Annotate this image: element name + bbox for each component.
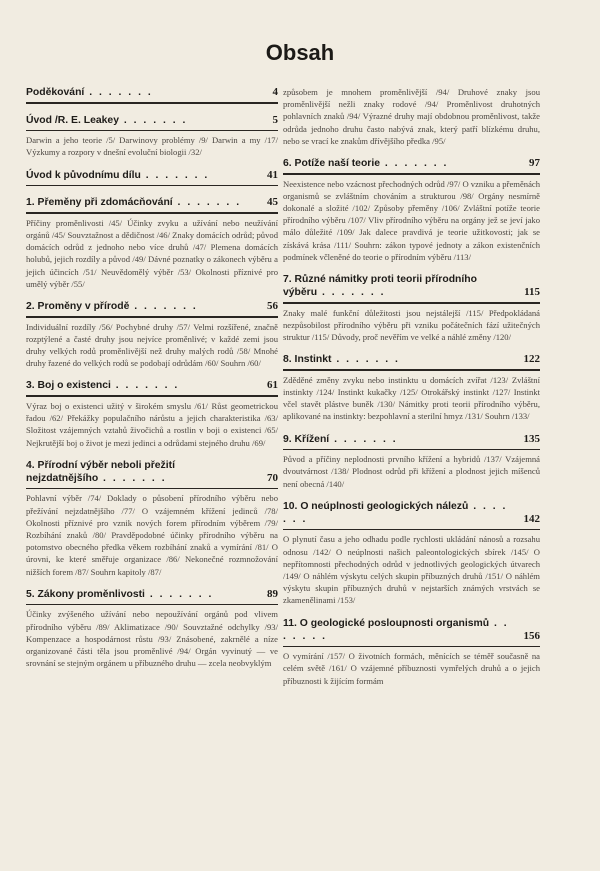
toc-entry-contents: Účinky zvýšeného užívání nebo nepoužívání orgánů pod vlivem přírodního výběru /89/ Aklimatizace /90/ Souvztažné odchylky /93/ Kompenzace a hospodárnost růstu /93/ Znásobené, zakrnělé a níze organizované části těla jsou proměnlivé /94/ Orgán vyvinutý — ve srovnání se stejným orgánem u příbuzného druhu — zcela neobvyklým <box>26 609 278 669</box>
toc-heading-text: 8. Instinkt <box>283 354 332 366</box>
leader-dots: . . . . . . . <box>118 114 188 126</box>
toc-entry-heading <box>26 114 278 127</box>
leader-dots: . . . . . . . <box>172 197 242 209</box>
toc-entry-contents: Původ a příčiny neplodnosti prvního křížení a hybridů /137/ Vzájemná dvoutvárnost /138/ Plodnost odrůd při křížení a plodnost jejich míšenců není obecná /140/ <box>283 454 540 489</box>
toc-entry <box>26 114 278 159</box>
toc-entry <box>26 86 278 104</box>
toc-entry <box>283 157 540 263</box>
toc-heading-text: 4. Přírodní výběr neboli přežití nejzdatnějšího <box>26 459 175 484</box>
toc-heading-text: 10. O neúplnosti geologických nálezů <box>283 500 469 512</box>
toc-page-number: 135 <box>523 432 540 445</box>
toc-entry-heading <box>26 196 278 209</box>
toc-entry-heading <box>283 157 540 170</box>
toc-entry-heading <box>26 379 278 392</box>
toc-heading-text: 7. Různé námitky proti teorii přírodního výběru <box>283 274 477 299</box>
leader-dots: . . . . . . . <box>283 617 509 642</box>
toc-entry-contents: Znaky malé funkční důležitosti jsou nejstálejší /115/ Předpokládaná nezpůsobilost přírodního výběru při vzniku počátečních fází užitečných struktur /115/ Důvody, proč nevěřím ve velké a náhlé změny /120/ <box>283 307 540 343</box>
toc-entry-heading <box>26 169 278 182</box>
leader-dots: . . . . . . . <box>98 472 167 484</box>
toc-page-number: 70 <box>267 471 278 484</box>
toc-entry-contents: O vymírání /157/ O životních formách, měnících se téměř současně na celém světě /161/ O vzájemné příbuznosti vymřelých druhů a o jejich příbuznosti k žijícím formám <box>283 651 540 686</box>
toc-entry-heading <box>283 617 540 643</box>
heading-rule <box>26 102 278 104</box>
toc-entry-contents: Neexistence nebo vzácnost přechodných odrůd /97/ O vzniku a přeměnách organismů se zvláštním chováním a strukturou /98/ Orgány nesmírně dokonalé a složité /102/ Způsoby přeměny /106/ Zvláštní potíže teorie přírodního výběru /107/ Vliv přírodního výběru na orgány jež se jeví jako málo důležité /109/ Jak dalece pravdivá je teorie užitkovosti; jak se získává krása /111/ Souhrn: zákon typové jednoty a zákon existenčních podmínek včleněné do teorie o přírodním výběru /113/ <box>283 178 541 262</box>
toc-entry-contents: Výraz boj o existenci užitý v širokém smyslu /61/ Růst geometrickou řadou /62/ Překážky populačního nárůstu a jejich charakteristika /63/ Složitost vzájemných vztahů živočichů a rostlin v boji o existenci /65/ Nejkrutější boj o život je mezi jedinci a odrůdami stejného druhu /69/ <box>26 401 278 448</box>
heading-rule <box>283 529 540 531</box>
toc-entry <box>26 300 278 369</box>
heading-rule <box>26 488 278 490</box>
leader-dots: . . . . . . . <box>84 87 153 98</box>
toc-left-column <box>26 86 278 679</box>
toc-entry-heading <box>26 459 278 485</box>
heading-rule <box>26 130 278 132</box>
leader-dots: . . . . . . . <box>317 287 386 299</box>
toc-page-number: 45 <box>267 196 278 209</box>
heading-rule <box>283 302 540 304</box>
heading-rule <box>283 369 540 371</box>
toc-entry <box>26 196 278 290</box>
heading-rule <box>26 185 278 187</box>
toc-entry <box>26 379 278 448</box>
toc-entry-contents: O plynutí času a jeho odhadu podle rychlosti ukládání nánosů a rozsahu odnosu /142/ O neúplnosti našich paleontologických sbírek /145/ O nepřítomnosti přechodných odrůd v jednotlivých geologických útvarech /149/ O náhlém výskytu celých skupin příbuzných druhů /151/ O náhlém výskytu skupin příbuzných druhů v nejstarších známých vrstvách se zkamenělinami /153/ <box>283 534 540 606</box>
toc-entry <box>283 500 540 607</box>
toc-entry <box>26 459 278 578</box>
leader-dots: . . . . . . . <box>380 158 449 170</box>
heading-rule <box>283 173 540 175</box>
toc-page-number: 56 <box>267 300 278 312</box>
toc-right-column <box>283 86 540 697</box>
toc-entry-heading <box>283 353 540 366</box>
toc-entry-contents: Darwin a jeho teorie /5/ Darwinovy problémy /9/ Darwin a my /17/ Výzkumy a rozpory v dnešní evoluční biologii /32/ <box>26 135 278 158</box>
toc-entry-heading <box>26 588 278 601</box>
toc-page-number: 41 <box>267 168 278 181</box>
toc-entry-contents: Zděděné změny zvyku nebo instinktu u domácích zvířat /123/ Zvláštní instinkty /124/ Instinkt kukačky /125/ Otrokářský instinkt /127/ Instinkt včel stavět plástve buněk /130/ Námitky proti teorii přírodního výběru, aplikované na instinkty: bezpohlavní a sterilní hmyz /131/ Souhrn /133/ <box>283 374 540 422</box>
toc-heading-text: 5. Zákony proměnlivosti <box>26 588 145 600</box>
toc-heading-text: 9. Křížení <box>283 433 330 445</box>
toc-entry-heading <box>283 273 540 299</box>
toc-heading-text: Úvod /R. E. Leakey <box>26 114 119 126</box>
toc-page-number: 97 <box>529 157 540 170</box>
toc-page-number: 89 <box>267 587 278 600</box>
toc-entry-contents: Individuální rozdíly /56/ Pochybné druhy /57/ Velmi rozšířené, značně rozptýlené a časté druhy jsou nejvíce proměnlivé; v každé zemi jsou druhy velkých rodů proměnlivější než druhy malých rodů /58/ Mnohé druhy řazené do velkých rodů se podobají odrůdám /60/ Souhrn /60/ <box>26 321 278 369</box>
leader-dots: . . . . . . . <box>283 500 508 525</box>
toc-entry <box>283 273 540 343</box>
leader-dots: . . . . . . . <box>129 301 198 312</box>
heading-rule <box>283 449 540 451</box>
toc-page-number: 142 <box>523 512 540 525</box>
toc-page-number: 5 <box>272 113 278 126</box>
leader-dots: . . . . . . . <box>331 354 400 366</box>
heading-rule <box>26 316 278 318</box>
heading-rule <box>283 646 540 648</box>
toc-entry <box>26 588 278 670</box>
toc-heading-text: Poděkování <box>26 87 85 98</box>
toc-page-number: 115 <box>524 286 540 299</box>
toc-entry-contents: způsobem je mnohem proměnlivější /94/ Druhové znaky jsou proměnlivější nežli znaky rodové /94/ Proměnlivost druhotných pohlavních znaků /94/ Výrazné druhy mají obdobnou proměnlivost, takže odrůda jednoho druhu často nabývá znak, který patří blízkému druhu, nebo se vrací ke znakům dřívějšího předka /95/ <box>283 87 540 146</box>
toc-heading-text: 6. Potíže naší teorie <box>283 158 381 170</box>
leader-dots: . . . . . . . <box>140 169 210 181</box>
leader-dots: . . . . . . . <box>110 380 180 392</box>
toc-heading-text: Úvod k původnímu dílu <box>26 169 141 181</box>
heading-rule <box>26 604 278 606</box>
toc-entry-heading <box>26 300 278 313</box>
leader-dots: . . . . . . . <box>329 433 398 445</box>
toc-heading-text: 11. O geologické posloupnosti organismů <box>283 617 490 629</box>
toc-heading-text: 1. Přeměny při zdomácňování <box>26 197 173 209</box>
toc-page-number: 4 <box>272 86 278 98</box>
toc-page-number: 156 <box>523 629 540 642</box>
page-title: Obsah <box>265 40 335 65</box>
leader-dots: . . . . . . . <box>144 588 214 600</box>
toc-entry-heading <box>26 86 278 99</box>
toc-entry-contents: Pohlavní výběr /74/ Doklady o působení přírodního výběru nebo přežívání nejzdatnějšího /77/ O vzájemném křížení jedinců /78/ Okolnosti příznivé pro vznik nových forem přírodním výběrem /79/ Rozbíhání znaků /80/ Pravděpodobné účinky přírodního výběru na potomstvo obecného předka věkem rozbíhání znaků a vymírání /81/ O úrovni, ke které směřuje organizace /86/ Nekonečné rozmnožování nižších forem /87/ Souhrn kapitoly /87/ <box>26 493 278 577</box>
toc-entry <box>26 169 278 187</box>
heading-rule <box>26 395 278 397</box>
toc-entry-heading <box>283 433 540 446</box>
toc-heading-text: 3. Boj o existenci <box>26 380 111 392</box>
toc-entry <box>283 86 540 147</box>
toc-entry <box>283 433 540 490</box>
toc-page-number: 122 <box>523 353 540 366</box>
toc-entry <box>283 353 540 422</box>
toc-page-number: 61 <box>267 379 278 392</box>
toc-entry <box>283 617 540 687</box>
toc-entry-heading <box>283 500 540 526</box>
heading-rule <box>26 212 278 214</box>
toc-entry-contents: Příčiny proměnlivosti /45/ Účinky zvyku a užívání nebo neužívání orgánů /45/ Souvztažnost a dědičnost /46/ Znaky domácích odrůd; původ domácích odrůd z jednoho nebo více druhů /47/ Plemena domácích holubů, jejich rozdíly a původ /49/ Dávné poznatky o zákonech výběru a jejich účincích /51/ Neuvědomělý výběr /53/ Okolnosti příznivé pro umělý výběr /55/ <box>26 217 278 289</box>
toc-heading-text: 2. Proměny v přírodě <box>26 301 130 312</box>
